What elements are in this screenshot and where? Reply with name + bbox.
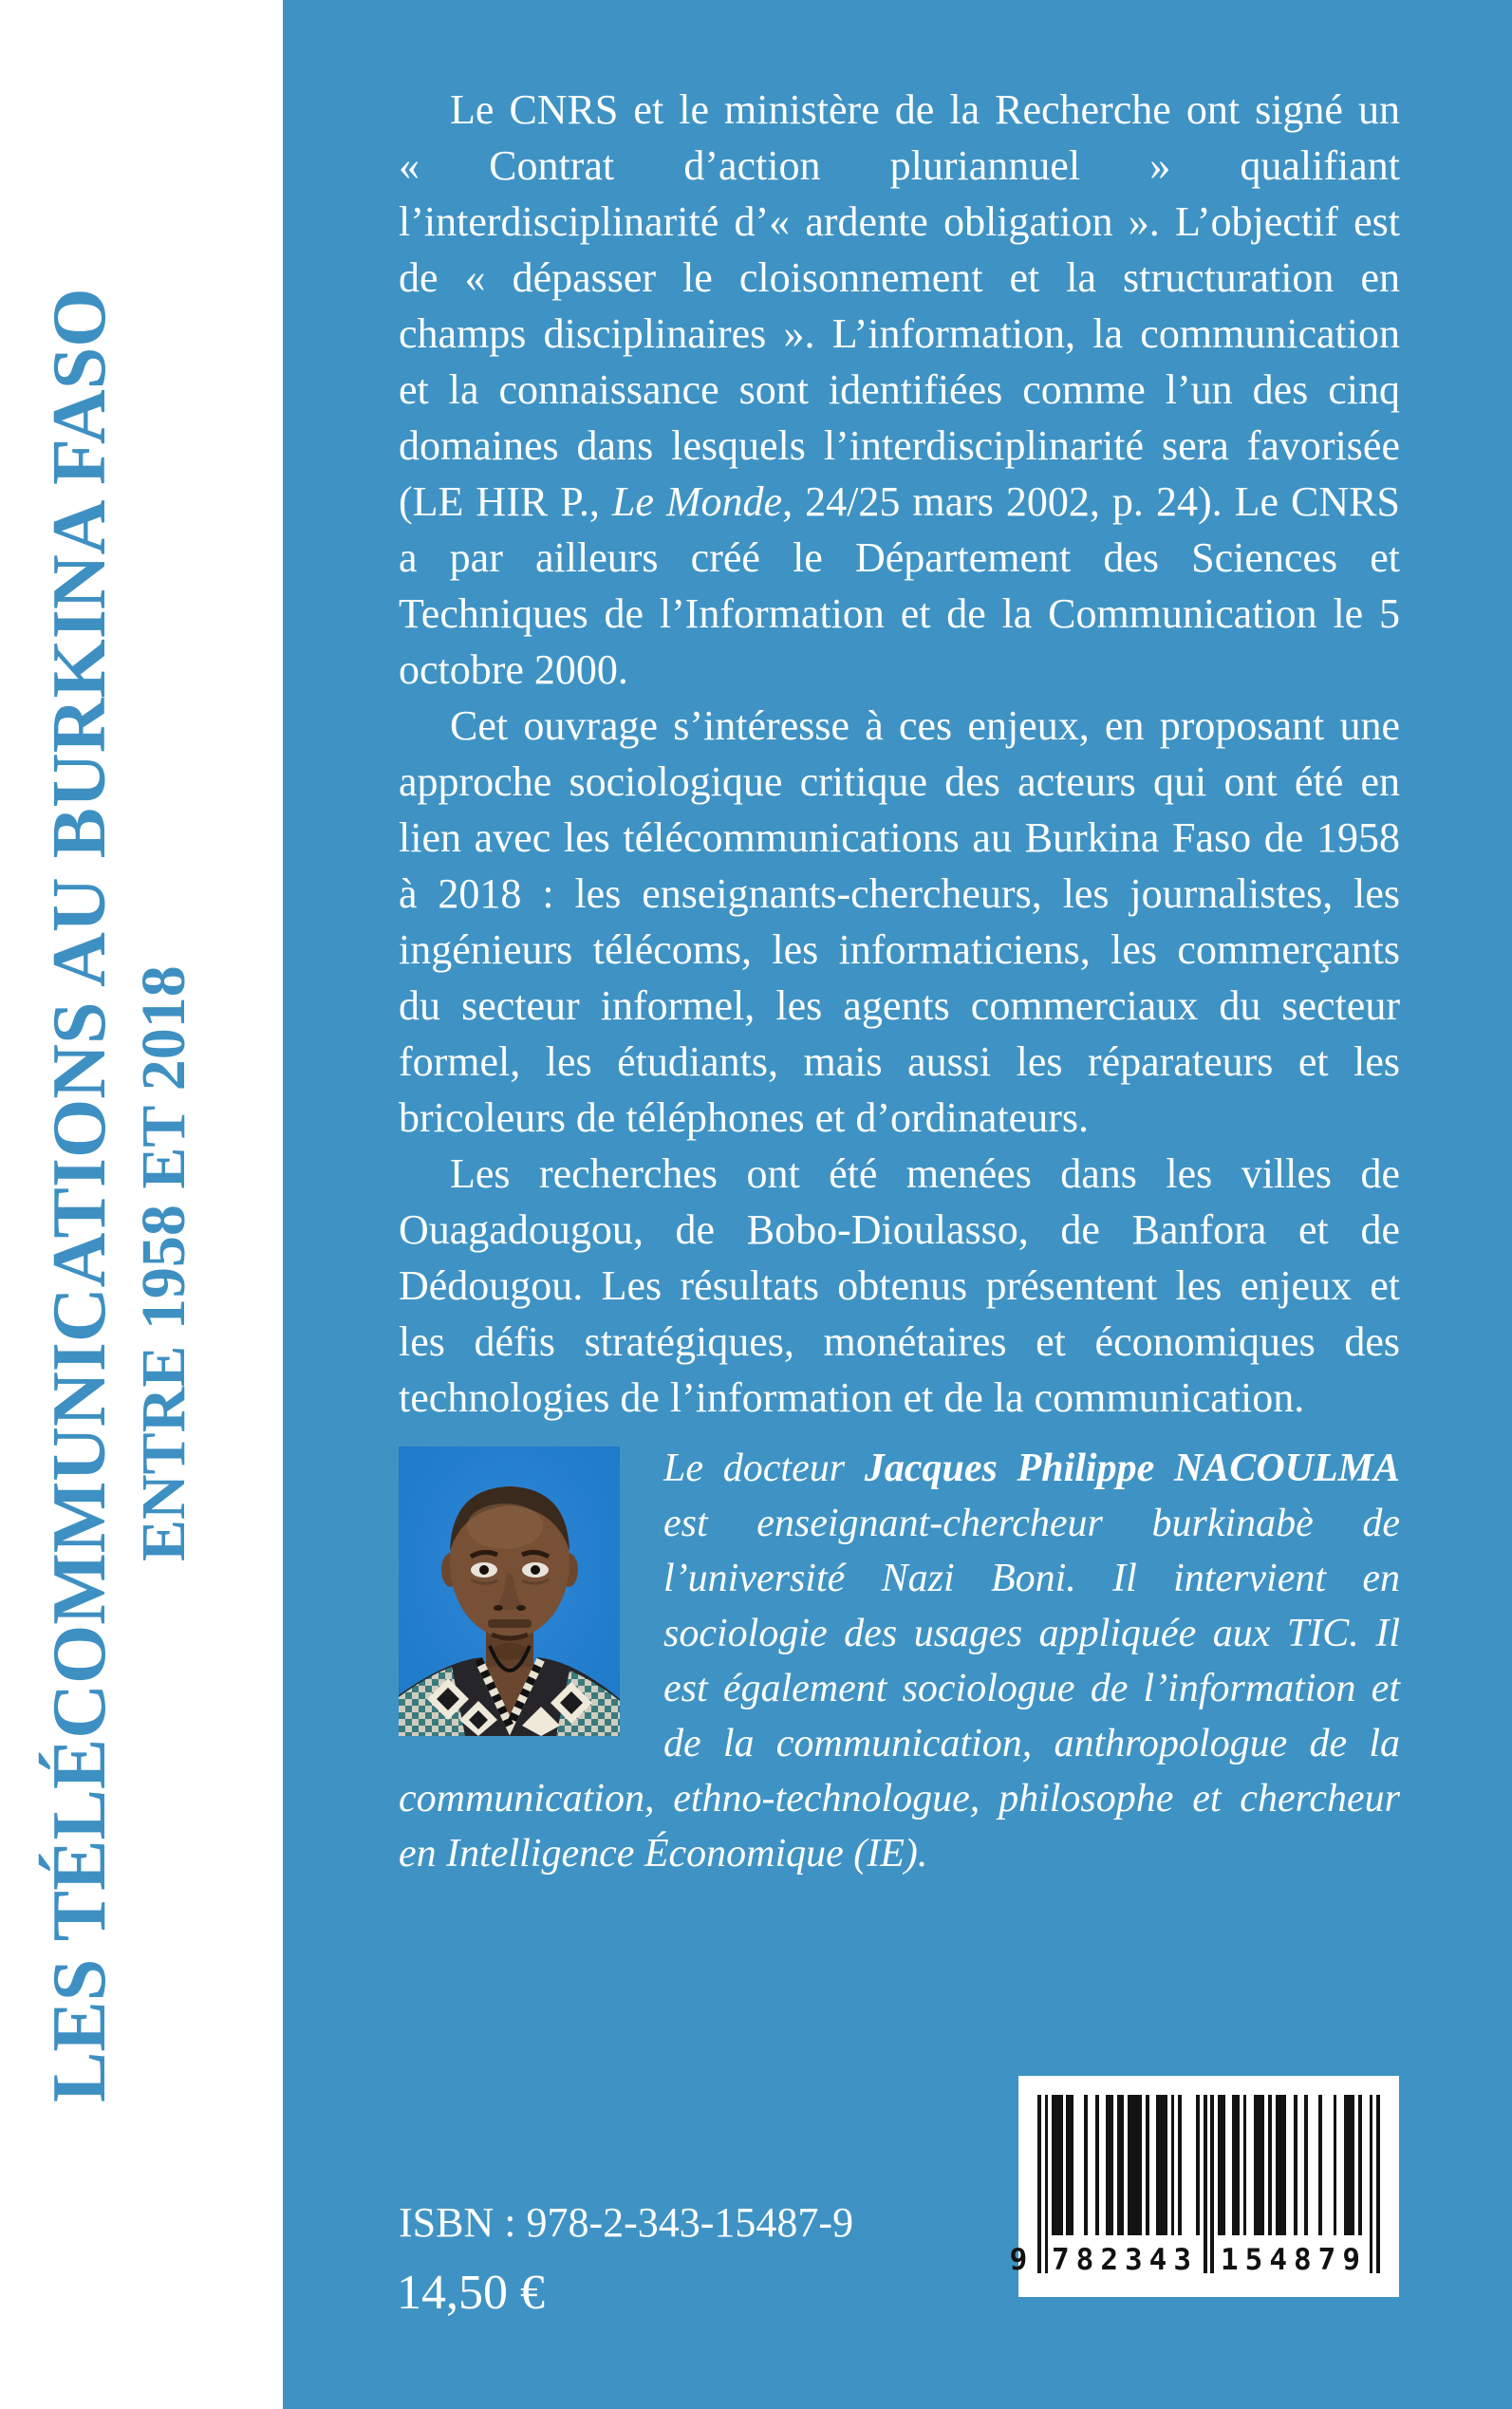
barcode-bar (1282, 2095, 1286, 2235)
barcode-bar (1095, 2095, 1099, 2235)
isbn-text: ISBN : 978-2-343-15487-9 (399, 2199, 854, 2246)
ean-barcode (1009, 2076, 1399, 2297)
barcode-bar (1138, 2095, 1142, 2235)
barcode-bar (1037, 2095, 1041, 2273)
barcode-digits-right: 154879 (1221, 2243, 1367, 2277)
barcode-bar (1318, 2095, 1322, 2235)
barcode-bar (1070, 2095, 1073, 2235)
barcode-bar (1120, 2095, 1124, 2235)
barcode-bar (1059, 2095, 1063, 2235)
paragraph-3: Les recherches ont été menées dans les villes de Ouagadougou, de Bobo-Dioulasso, de Banfora et de Dédougou. Les résultats obtenus présentent les enjeux et les défis stratégiques, monétaires et économiques des technologies de l’information et de la communication. (399, 1150, 1400, 1421)
spine-title-line-1: LES TÉLÉCOMMUNICATIONS AU BURKINA FASO (38, 288, 121, 2102)
paragraph-1-text-end: , 24/25 mars 2002, p. 24). Le CNRS a par ailleurs créé le Département des Sciences et Techniques de l’Information et de la Communication le 5 octobre 2000. (399, 478, 1401, 693)
barcode-bar (1243, 2095, 1247, 2235)
barcode-bar (1222, 2095, 1225, 2235)
paragraph-1 (399, 82, 1400, 698)
barcode-bar (1261, 2095, 1265, 2235)
barcode-bar (1178, 2095, 1182, 2235)
author-portrait-illustration (399, 1447, 620, 1736)
barcode-bar (1084, 2095, 1088, 2235)
barcode-bars (1009, 2095, 1380, 2277)
barcode-bar (1204, 2095, 1207, 2273)
back-cover-text-block (399, 82, 1400, 1881)
barcode-bar (1304, 2095, 1308, 2235)
author-bio-text: est enseignant-chercheur burkinabè de l’université Nazi Boni. Il intervient en sociologie des usages appliquée aux TIC. Il est également sociologue de l’information et de la communication, anthropologue de la communication, ethno-technologue, philosophe et chercheur en Intelligence Économique (IE). (399, 1502, 1400, 1876)
barcode-bar (1352, 2095, 1355, 2235)
paragraph-2: Cet ouvrage s’intéresse à ces enjeux, en proposant une approche sociologique critique des acteurs qui ont été en lien avec les télécommunications au Burkina Faso de 1958 à 2018 : les enseignants-chercheurs, les journalistes, les ingénieurs télécoms, les informaticiens, les commerçants du secteur informel, les agents commerciaux du secteur formel, les étudiants, mais aussi les réparateurs et les bricoleurs de téléphones et d’ordinateurs. (399, 702, 1400, 1141)
barcode-bar (1358, 2095, 1362, 2235)
barcode-bar (1045, 2095, 1049, 2273)
barcode-bar (1268, 2095, 1272, 2235)
barcode-bar (1334, 2095, 1337, 2235)
barcode-bar (1376, 2095, 1380, 2273)
barcode-bar (1110, 2095, 1113, 2235)
barcode-bar (1370, 2095, 1373, 2273)
barcode-bar (1196, 2095, 1200, 2235)
barcode-bar (1294, 2095, 1297, 2235)
paragraph-1-journal-title: Le Monde (611, 478, 783, 525)
author-section (399, 1441, 1400, 1881)
author-photo (399, 1447, 620, 1736)
barcode-digits-left: 782343 (1052, 2243, 1198, 2277)
barcode-bar (1164, 2095, 1167, 2235)
paragraph-1-text: Le CNRS et le ministère de la Recherche ont signé un « Contrat d’action pluriannuel » qualifiant l’interdisciplinarité d’« ardente obligation ». L’objectif est de « dépasser le cloisonnement et la structuration en champs disciplinaires ». L’information, la communication et la connaissance sont identifiées comme l’un des cinq domaines dans lesquels l’interdisciplinarité sera favorisée (LE HIR P., (399, 86, 1400, 525)
barcode-bar (1171, 2095, 1175, 2235)
barcode-bar (1236, 2095, 1240, 2235)
barcode-bar (1210, 2095, 1214, 2273)
author-name: Jacques Philippe NACOULMA (864, 1447, 1401, 1490)
price-text: 14,50 € (397, 2266, 545, 2320)
author-bio-intro: Le docteur (663, 1447, 865, 1490)
barcode-bar (1146, 2095, 1149, 2235)
spine-title-line-2: ENTRE 1958 ET 2018 (129, 965, 198, 1561)
barcode-digit-lead: 9 (1009, 2243, 1028, 2277)
